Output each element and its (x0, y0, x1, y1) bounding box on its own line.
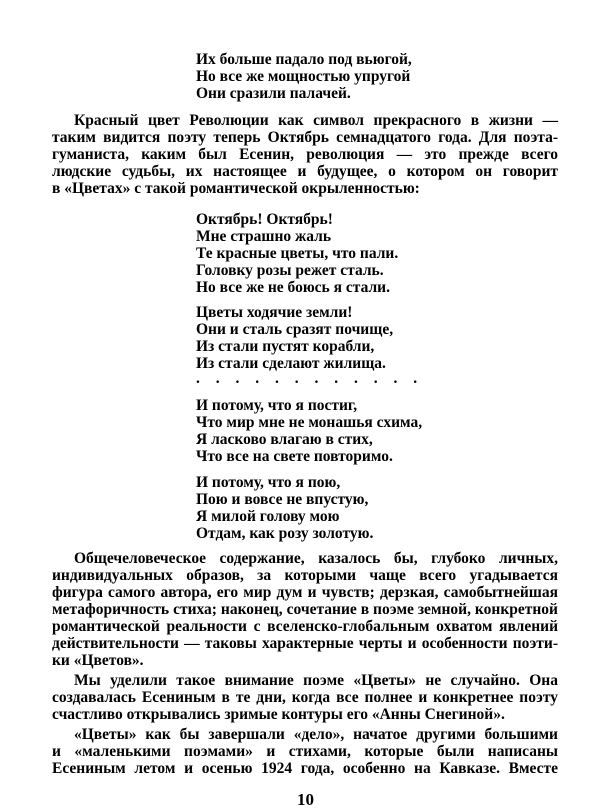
verse-line: Я милой голову мою (196, 508, 340, 525)
paragraph-line: индивидуальных образов, за которыми чаще всего угадывается (52, 567, 558, 584)
paragraph-line: счастливо открывались зримые контуры его «Анны Снегиной». (52, 706, 505, 723)
verse-line: Пою и вовсе не впустую, (196, 491, 369, 508)
verse-line: Октябрь! Октябрь! (196, 211, 333, 228)
verse-line: Но все же мощностью упругой (196, 68, 411, 85)
paragraph-line: действительности — таковы характерные черты и особенности поэти- (52, 635, 558, 652)
verse-line: Головку розы режет сталь. (196, 262, 384, 279)
verse-line: Те красные цветы, что пали. (196, 245, 399, 262)
verse-line: Они и сталь сразят почище, (196, 321, 394, 338)
paragraph-line: таким видится поэту теперь Октябрь семнадцатого года. Для поэта- (52, 129, 558, 146)
verse-line: Я ласково влагаю в стих, (196, 431, 373, 448)
paragraph-line: людские судьбы, их настоящее и будущее, о котором он говорит (52, 163, 558, 180)
paragraph-line: Есениным летом и осенью 1924 года, особенно на Кавказе. Вместе (52, 760, 558, 777)
ellipsis-line: . . . . . . . . . . . . (196, 370, 424, 387)
paragraph-line: в «Цветах» с такой романтической окрыленностью: (52, 180, 420, 197)
verse-line: Их больше падало под вьюгой, (196, 51, 412, 68)
paragraph-line: создавалась Есениным в те дни, когда все полнее и конкретнее поэту (52, 689, 558, 706)
page-number: 10 (297, 790, 314, 809)
verse-line: Что мир мне не монашья схима, (196, 414, 423, 431)
verse-line: Они сразили палачей. (196, 85, 351, 102)
verse-line: Из стали сделают жилища. (196, 355, 386, 372)
verse-line: Что все на свете повторимо. (196, 448, 393, 465)
paragraph-line: метафоричность стиха; наконец, сочетание в поэме земной, конкретной (52, 601, 558, 618)
verse-line: Цветы ходячие земли! (196, 304, 353, 321)
paragraph-line: Мы уделили такое внимание поэме «Цветы» не случайно. Она (74, 672, 558, 689)
paragraph-line: и «маленькими поэмами» и стихами, которые были написаны (52, 743, 558, 760)
verse-line: Мне страшно жаль (196, 228, 332, 245)
paragraph-line: гуманиста, каким был Есенин, революция — это прежде всего (52, 146, 558, 163)
paragraph-line: романтической реальности с вселенско-глобальным охватом явлений (52, 618, 558, 635)
verse-line: И потому, что я постиг, (196, 397, 358, 414)
paragraph-line: «Цветы» как бы завершали «дело», начатое другими большими (74, 726, 558, 743)
verse-line: Отдам, как розу золотую. (196, 525, 374, 542)
verse-line: И потому, что я пою, (196, 474, 341, 491)
verse-line: Из стали пустят корабли, (196, 338, 375, 355)
paragraph-line: фигура самого автора, его мир дум и чувств; дерзкая, самобытнейшая (52, 584, 558, 601)
verse-line: Но все же не боюсь я стали. (196, 279, 390, 296)
paragraph-line: ки «Цветов». (52, 652, 144, 669)
paragraph-line: Красный цвет Революции как символ прекрасного в жизни — (74, 112, 558, 129)
paragraph-line: Общечеловеческое содержание, казалось бы, глубоко личных, (74, 550, 558, 567)
